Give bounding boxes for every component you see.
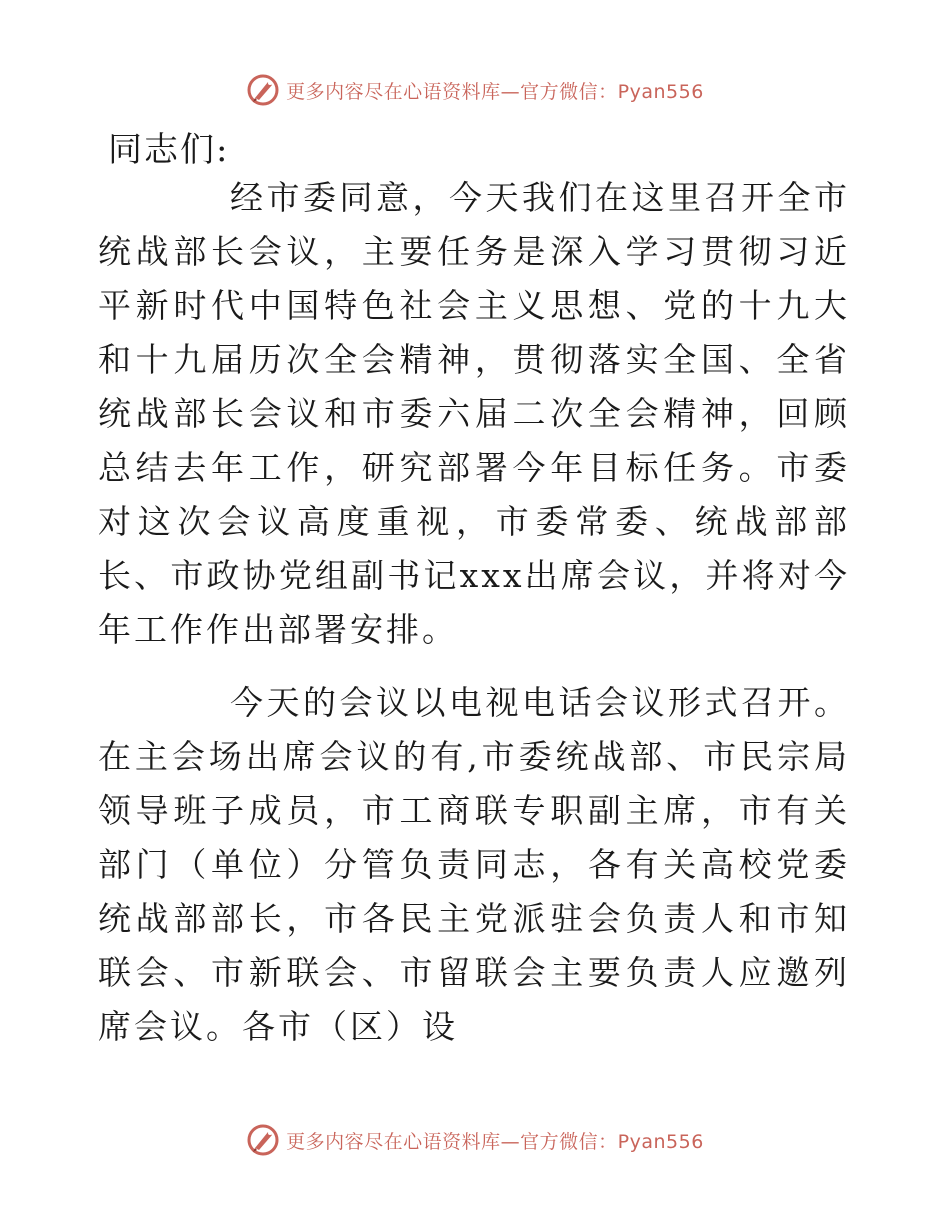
- salutation: 同志们:: [108, 130, 230, 170]
- paragraph-1: 经市委同意，今天我们在这里召开全市统战部长会议，主要任务是深入学习贯彻习近平新时代中国特色社会主义思想、党的十九大和十九届历次全会精神，贯彻落实全国、全省统战部长会议和市委六届二次全会精神，回顾总结去年工作，研究部署今年目标任务。市委对这次会议高度重视，市委常委、统战部部长、市政协党组副书记xxx出席会议，并将对今年工作作出部署安排。: [98, 178, 850, 649]
- pen-logo-icon: [246, 73, 280, 107]
- watermark-text: 更多内容尽在心语资料库—官方微信：Pyan556: [286, 1130, 704, 1153]
- footer-watermark: [0, 1120, 950, 1160]
- pen-logo-icon: [246, 1123, 280, 1157]
- watermark-text: 更多内容尽在心语资料库—官方微信：Pyan556: [286, 80, 704, 103]
- paragraph-2: 今天的会议以电视电话会议形式召开。在主会场出席会议的有,市委统战部、市民宗局领导班子成员，市工商联专职副主席，市有关部门（单位）分管负责同志，各有关高校党委统战部部长，市各民主党派驻会负责人和市知联会、市新联会、市留联会主要负责人应邀列席会议。各市（区）设: [98, 683, 850, 1046]
- header-watermark: [0, 70, 950, 110]
